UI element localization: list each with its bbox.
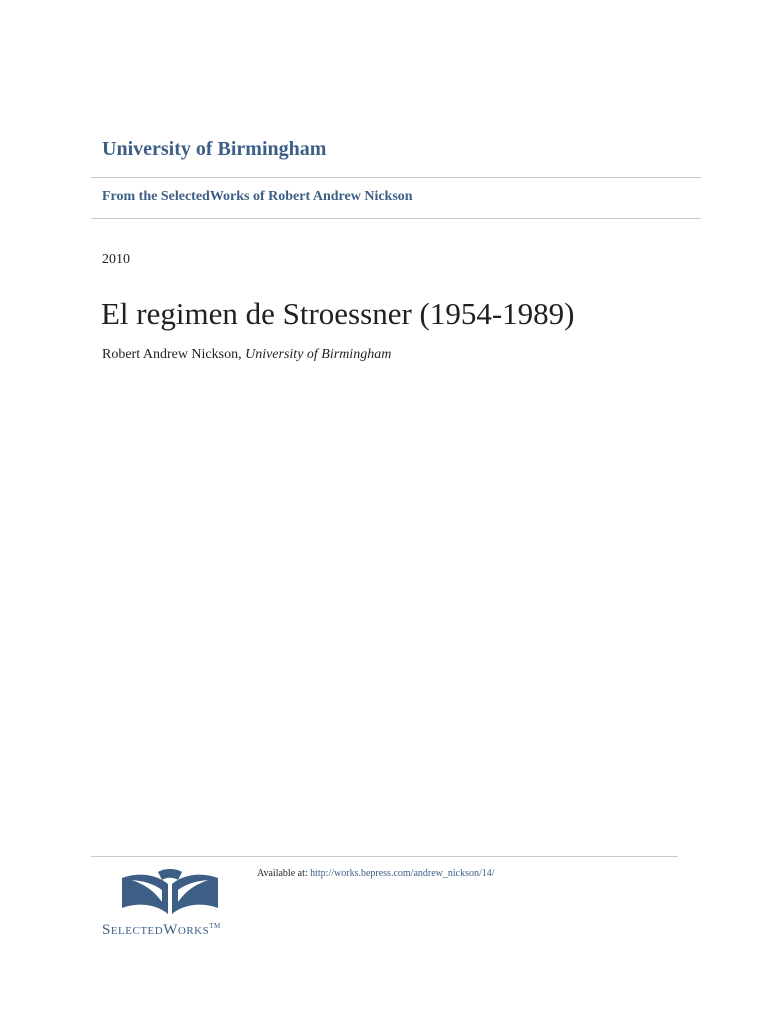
available-label: Available at: <box>257 868 311 879</box>
logo-trademark: TM <box>209 922 221 930</box>
logo-wordmark: SelectedWorks <box>102 922 210 938</box>
header-divider-top <box>91 177 701 178</box>
selectedworks-logo-text <box>102 922 221 939</box>
author-affiliation: University of Birmingham <box>245 347 392 362</box>
institution-title: University of Birmingham <box>102 138 327 160</box>
availability-line <box>257 868 495 879</box>
permalink[interactable]: http://works.bepress.com/andrew_nickson/14/ <box>310 868 495 879</box>
logo-center-arch <box>158 869 182 880</box>
publication-year: 2010 <box>102 252 130 267</box>
author-name: Robert Andrew Nickson <box>102 347 239 362</box>
header-divider-bottom <box>91 218 701 219</box>
author-line <box>102 347 391 363</box>
author-separator: , <box>238 347 246 362</box>
article-title: El regimen de Stroessner (1954-1989) <box>101 296 575 331</box>
open-book-logo-icon <box>118 866 222 918</box>
footer-divider <box>91 856 678 857</box>
selectedworks-author-link[interactable]: From the SelectedWorks of Robert Andrew Nickson <box>102 189 413 204</box>
